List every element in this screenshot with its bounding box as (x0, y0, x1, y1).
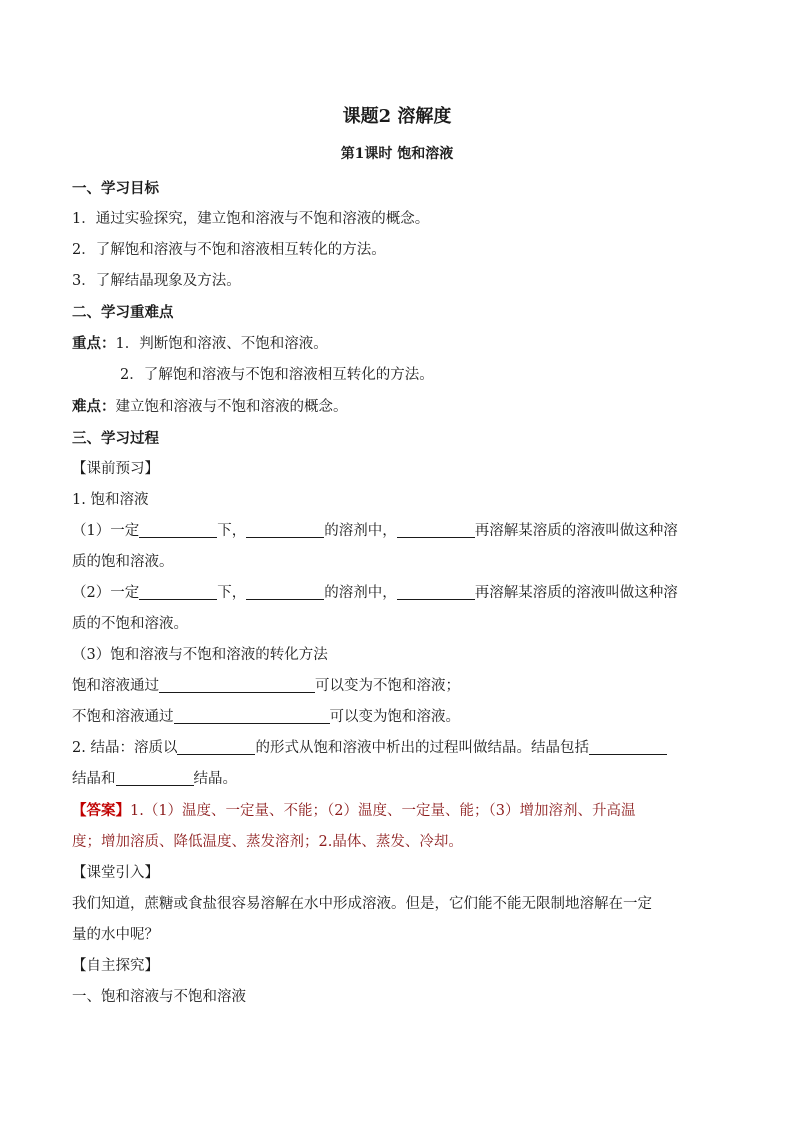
answer-text-1: 1.（1）温度、一定量、不能；（2）温度、一定量、能；（3）增加溶剂、升高温 (130, 803, 636, 819)
explore-heading: 【自主探究】 (72, 958, 159, 974)
section-heading-key-points: 二、学习重难点 (72, 304, 174, 321)
conversion-line-2 (72, 702, 720, 733)
fill-blank[interactable] (397, 536, 475, 538)
fill-blank[interactable] (139, 598, 217, 600)
goal-item-2: 2．了解饱和溶液与不饱和溶液相互转化的方法。 (72, 242, 386, 258)
q1-text-a: （1）一定 (72, 523, 140, 539)
conversion-line-1 (72, 671, 720, 702)
page-title: 课题2 溶解度 (342, 106, 452, 127)
fill-blank[interactable] (177, 753, 255, 755)
fill-blank[interactable] (246, 536, 324, 538)
item2-text-c: 结晶和 (72, 771, 116, 787)
q1-text-b: 下， (217, 523, 247, 539)
fill-blank[interactable] (397, 598, 475, 600)
item2-text-a: 2. 结晶：溶质以 (72, 740, 178, 756)
key-label: 重点： (72, 335, 116, 352)
difficulty-label: 难点： (72, 398, 116, 415)
item2-text-b: 的形式从饱和溶液中析出的过程叫做结晶。结晶包括 (255, 740, 589, 756)
q2-text-a: （2）一定 (72, 585, 140, 601)
fill-blank[interactable] (589, 753, 667, 755)
q1-text-c: 的溶剂中， (324, 523, 397, 539)
key-point-2: 2．了解饱和溶液与不饱和溶液相互转化的方法。 (120, 367, 434, 383)
fill-blank[interactable] (139, 536, 217, 538)
conv2-text-a: 不饱和溶液通过 (72, 709, 174, 725)
section-heading-goals: 一、学习目标 (72, 180, 159, 197)
intro-text-2: 量的水中呢？ (72, 927, 159, 943)
answer-tag: 【答案】 (72, 802, 130, 819)
answer-line-1 (72, 795, 720, 827)
q1-text-d: 再溶解某溶质的溶液叫做这种溶 (474, 523, 678, 539)
crystallization-line-2 (72, 764, 720, 795)
key-point-1 (72, 328, 720, 360)
fill-blank[interactable] (246, 598, 324, 600)
explore-item: 一、饱和溶液与不饱和溶液 (72, 989, 246, 1005)
fill-blank[interactable] (174, 722, 330, 724)
goal-item-3: 3．了解结晶现象及方法。 (72, 273, 241, 289)
q2-text-d: 再溶解某溶质的溶液叫做这种溶 (474, 585, 678, 601)
conv1-text-a: 饱和溶液通过 (72, 678, 159, 694)
question-2-line-2: 质的不饱和溶液。 (72, 616, 188, 632)
crystallization-line-1 (72, 733, 720, 764)
conv1-text-b: 可以变为不饱和溶液； (315, 678, 460, 694)
question-1-line-1 (72, 516, 720, 547)
q2-text-c: 的溶剂中， (324, 585, 397, 601)
section-heading-process: 三、学习过程 (72, 430, 159, 447)
difficulty-point (72, 391, 720, 423)
answer-line-2: 度；增加溶质、降低温度、蒸发溶剂；2.晶体、蒸发、冷却。 (72, 834, 463, 850)
q2-text-b: 下， (217, 585, 247, 601)
difficulty-text: 建立饱和溶液与不饱和溶液的概念。 (115, 399, 348, 415)
intro-heading: 【课堂引入】 (72, 865, 159, 881)
question-1-line-2: 质的饱和溶液。 (72, 554, 174, 570)
page-subtitle: 第1课时 饱和溶液 (340, 146, 454, 162)
preview-item-1: 1. 饱和溶液 (72, 492, 149, 508)
document-body (72, 173, 720, 1013)
intro-text-1: 我们知道，蔗糖或食盐很容易溶解在水中形成溶液。但是，它们能不能无限制地溶解在一定 (72, 896, 652, 912)
question-2-line-1 (72, 578, 720, 609)
goal-item-1: 1．通过实验探究，建立饱和溶液与不饱和溶液的概念。 (72, 211, 430, 227)
preview-heading: 【课前预习】 (72, 461, 159, 477)
fill-blank[interactable] (159, 691, 315, 693)
key-text-1: 1．判断饱和溶液、不饱和溶液。 (115, 336, 328, 352)
item2-text-d: 结晶。 (193, 771, 237, 787)
fill-blank[interactable] (116, 784, 194, 786)
question-3: （3）饱和溶液与不饱和溶液的转化方法 (72, 647, 328, 663)
conv2-text-b: 可以变为饱和溶液。 (329, 709, 460, 725)
